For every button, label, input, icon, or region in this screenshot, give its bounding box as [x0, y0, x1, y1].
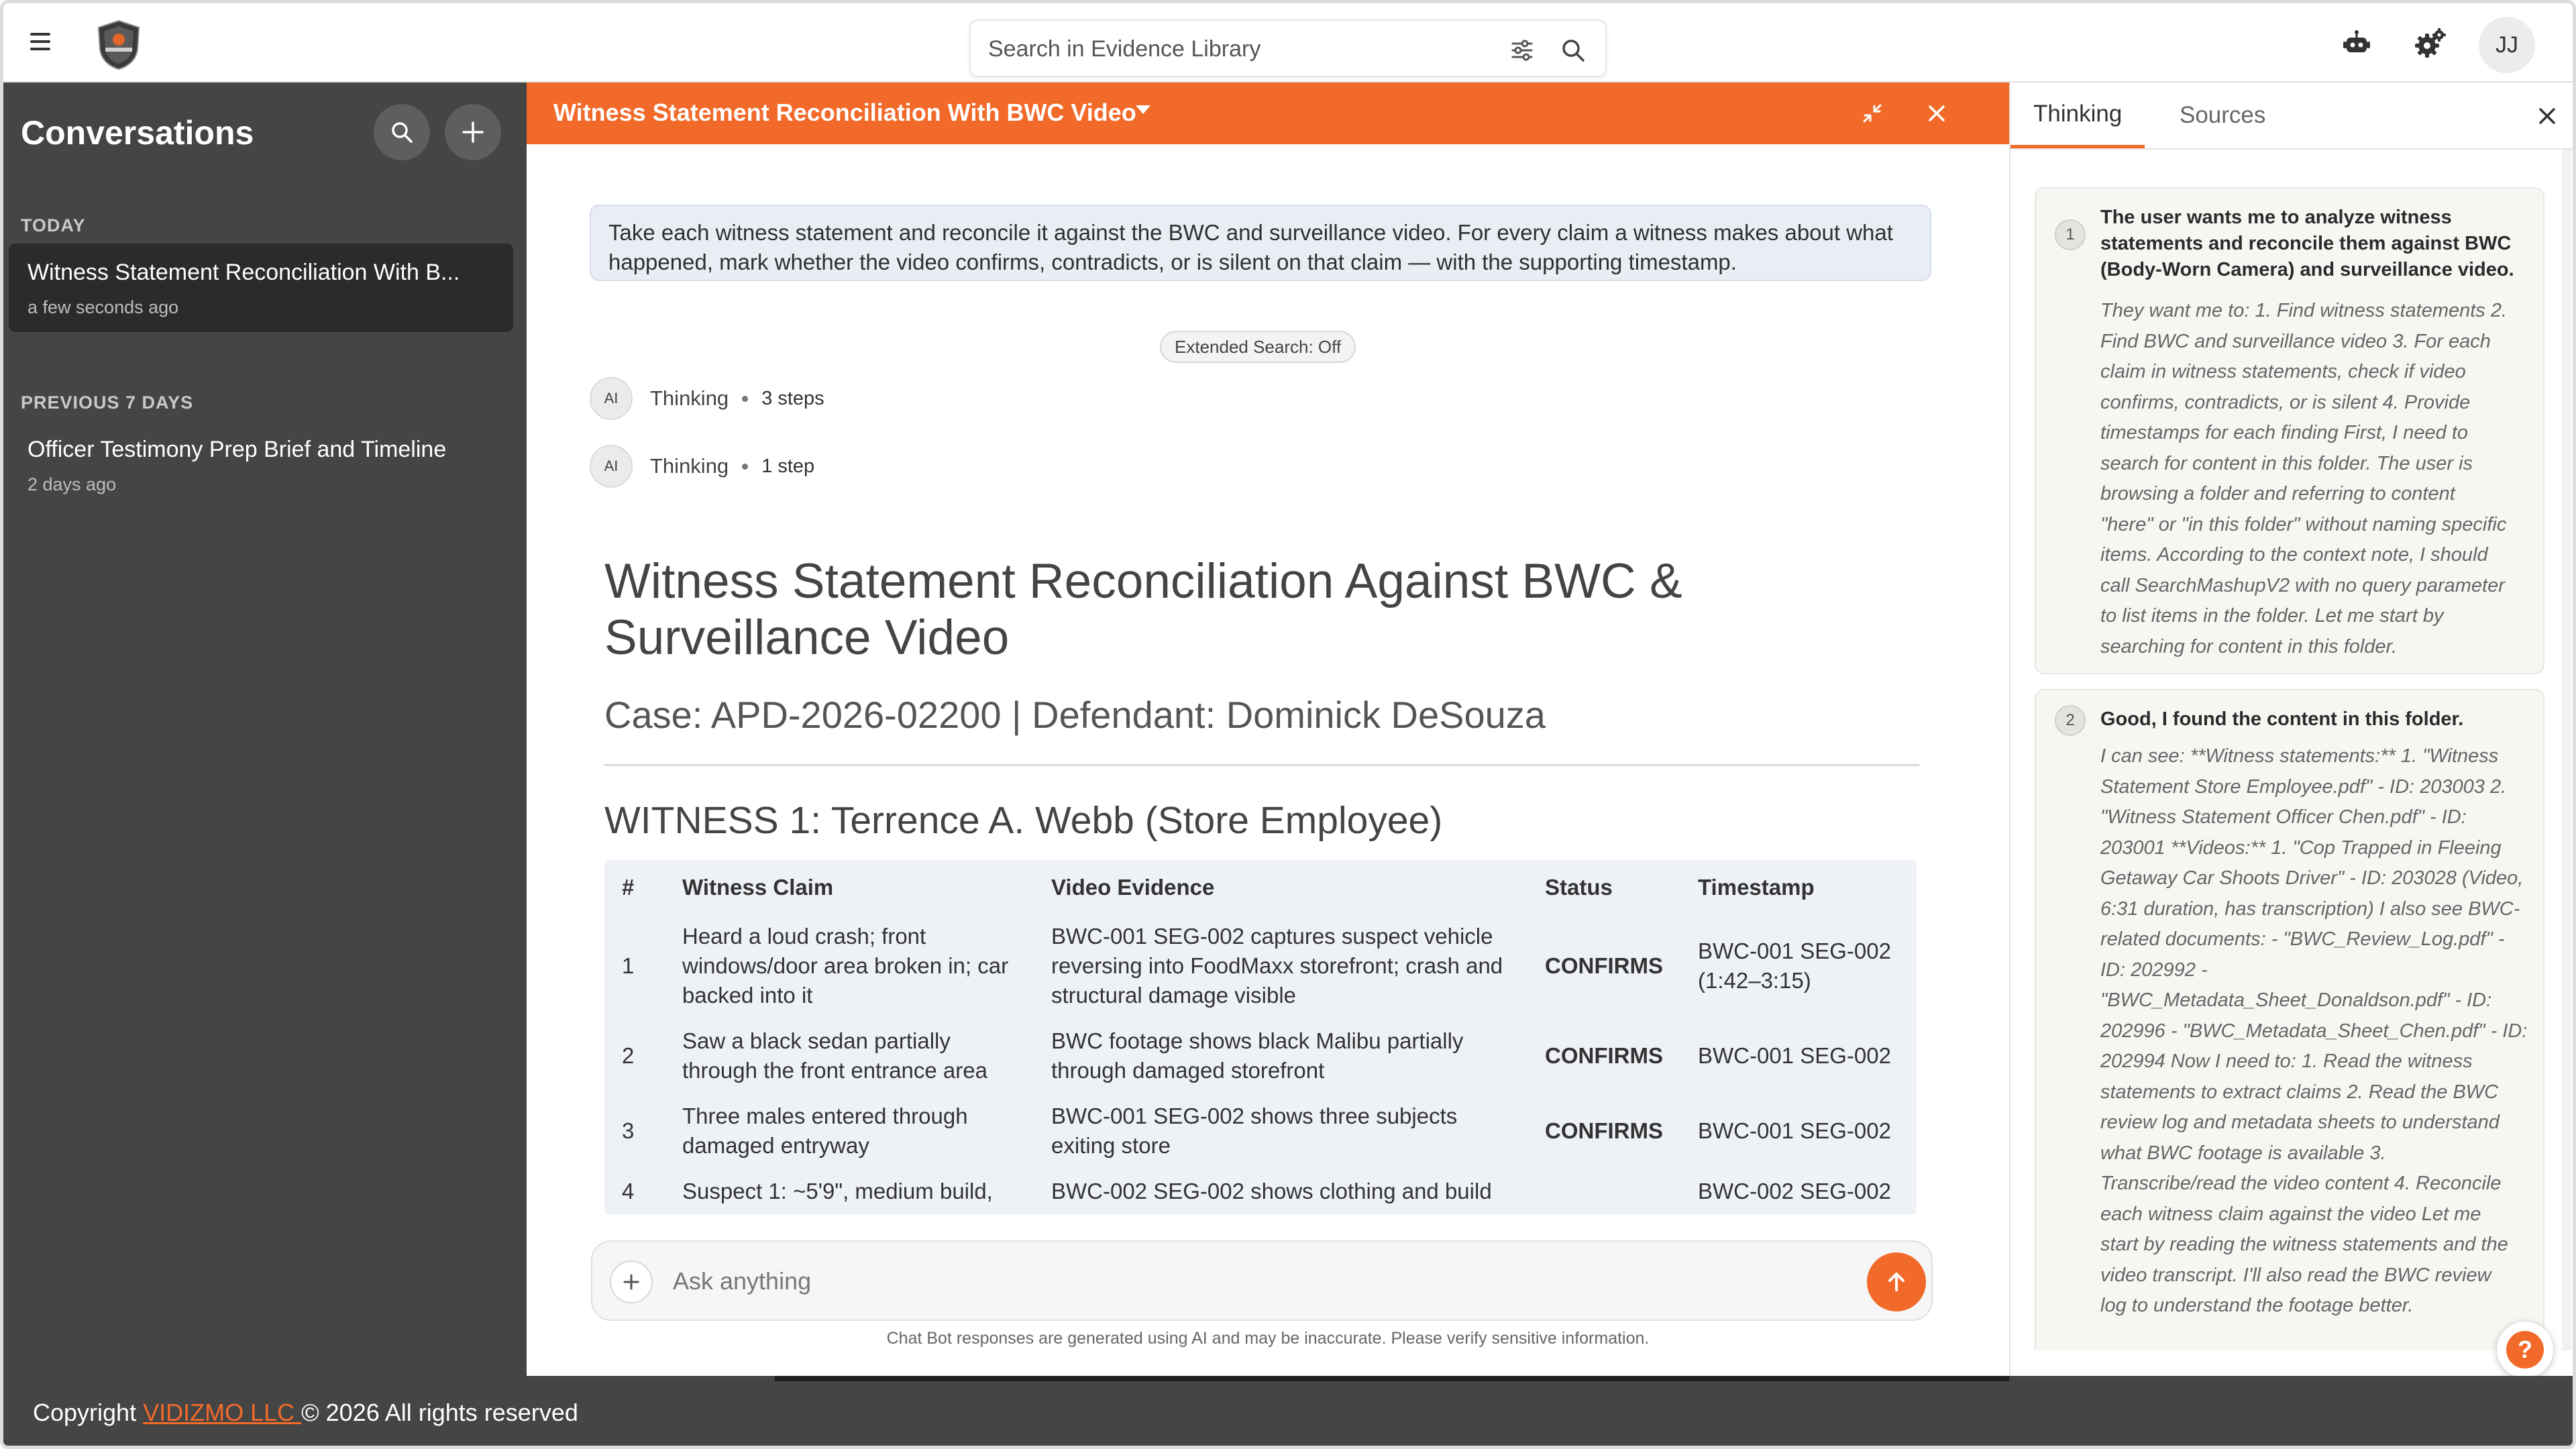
step-body	[2100, 296, 2530, 662]
tab-sources[interactable]: Sources	[2180, 102, 2266, 128]
chevron-down-icon[interactable]	[1136, 105, 1150, 114]
step-number: 1	[2055, 219, 2086, 250]
copyright-suffix: © 2026 All rights reserved	[301, 1399, 578, 1426]
step-line: timestamps for each finding First, I need to	[2100, 422, 2469, 443]
chat-panel	[527, 83, 2009, 1376]
thinking-steps: 3 steps	[761, 387, 824, 409]
cell-status: CONFIRMS	[1545, 1118, 1663, 1143]
send-arrow-icon	[1883, 1269, 1910, 1295]
chat-messages[interactable]	[527, 144, 2009, 1242]
step-line: confirms, contradicts, or is silent 4. Provide	[2100, 391, 2471, 413]
conversation-title: Officer Testimony Prep Brief and Timeline	[28, 437, 447, 462]
minimize-icon[interactable]	[1856, 97, 1888, 129]
extended-search-badge: Extended Search: Off	[1160, 331, 1356, 363]
cell-number: 1	[622, 953, 635, 978]
step-line: log to understand the footage better.	[2100, 1295, 2414, 1316]
table-row	[604, 1169, 1917, 1214]
step-line: searching for content in this folder.	[2100, 635, 2398, 657]
cell-video-evidence: BWC-002 SEG-002 shows clothing and build	[1051, 1179, 1492, 1203]
chat-title[interactable]: Witness Statement Reconciliation With BWC Video	[553, 99, 1136, 126]
search-icon[interactable]	[1558, 36, 1588, 65]
thinking-toggle[interactable]	[590, 377, 824, 420]
step-line: statements to extract claims 2. Read the BWC	[2100, 1081, 2499, 1103]
cell-timestamp: BWC-002 SEG-002	[1698, 1179, 1891, 1203]
reconciliation-table	[604, 860, 1917, 1214]
cell-status: CONFIRMS	[1545, 1043, 1663, 1068]
step-line: Getaway Car Shoots Driver" - ID: 203028 (Video,	[2100, 867, 2524, 889]
column-header: Witness Claim	[682, 875, 834, 900]
cell-timestamp: BWC-001 SEG-002 (1:42–3:15)	[1698, 938, 1891, 993]
step-line: Find BWC and surveillance video 3. For each	[2100, 330, 2491, 352]
attach-button[interactable]	[610, 1260, 653, 1303]
cell-witness-claim: Saw a black sedan partially through the front entrance area	[682, 1028, 987, 1083]
witness-section-heading: WITNESS 1: Terrence A. Webb (Store Employee)	[604, 799, 1443, 842]
thinking-step-card	[2035, 689, 2544, 1350]
send-button[interactable]	[1867, 1252, 1926, 1311]
cell-video-evidence: BWC-001 SEG-002 captures suspect vehicle reversing into FoodMaxx storefront; crash and structural damage visible	[1051, 924, 1503, 1008]
column-header: #	[622, 875, 635, 900]
separator-dot	[742, 396, 748, 402]
table-row	[604, 1093, 1917, 1169]
filter-icon[interactable]	[1507, 36, 1537, 65]
step-title: The user wants me to analyze witness statements and reconcile them against BWC (Body-Worn Camera) and surveillance video.	[2100, 207, 2514, 280]
step-line: 202996 - "BWC_Metadata_Sheet_Chen.pdf" - ID:	[2100, 1020, 2528, 1042]
ai-disclaimer: Chat Bot responses are generated using AI and may be inaccurate. Please verify sensitive information.	[886, 1329, 1650, 1348]
user-avatar[interactable]: JJ	[2479, 17, 2535, 73]
column-header: Status	[1545, 875, 1613, 900]
message-input[interactable]	[673, 1265, 1813, 1298]
cell-number: 2	[622, 1043, 635, 1068]
step-line: I can see: **Witness statements:** 1. "Witness	[2100, 745, 2499, 767]
table-row	[604, 1018, 1917, 1093]
search-bar	[969, 19, 1607, 77]
conversation-item-active[interactable]	[9, 244, 513, 332]
step-line: related documents: - "BWC_Review_Log.pdf" -	[2100, 928, 2505, 950]
footer	[3, 1376, 2573, 1446]
cell-timestamp: BWC-001 SEG-002	[1698, 1043, 1891, 1068]
search-icon	[388, 119, 415, 146]
cell-timestamp: BWC-001 SEG-002	[1698, 1118, 1891, 1143]
cell-witness-claim: Heard a loud crash; front windows/door area broken in; car backed into it	[682, 924, 1009, 1008]
copyright-text	[33, 1399, 578, 1427]
ai-avatar: AI	[590, 445, 633, 488]
plus-icon	[460, 119, 486, 146]
conversations-sidebar	[3, 83, 527, 1376]
section-label-today: TODAY	[21, 215, 86, 235]
tab-thinking[interactable]: Thinking	[2010, 83, 2145, 148]
conversation-item[interactable]	[9, 421, 513, 509]
conversation-title: Witness Statement Reconciliation With B...	[28, 260, 460, 285]
cell-video-evidence: BWC footage shows black Malibu partially through damaged storefront	[1051, 1028, 1464, 1083]
step-line: claim in witness statements, check if video	[2100, 361, 2466, 382]
plus-icon	[621, 1272, 641, 1292]
menu-icon[interactable]	[30, 33, 50, 50]
cell-status	[1527, 1169, 1680, 1214]
footer-accent-bar	[775, 1376, 2009, 1381]
step-line: items. According to the context note, I should	[2100, 544, 2488, 566]
column-header: Timestamp	[1698, 875, 1815, 900]
step-line: Statement Store Employee.pdf" - ID: 203003 2.	[2100, 775, 2507, 798]
column-header: Video Evidence	[1051, 875, 1215, 900]
search-input[interactable]	[988, 34, 1444, 64]
step-line: "BWC_Metadata_Sheet_Donaldson.pdf" - ID:	[2100, 989, 2492, 1011]
cell-video-evidence: BWC-001 SEG-002 shows three subjects exiting store	[1051, 1104, 1458, 1158]
cell-witness-claim: Suspect 1: ~5'9", medium build,	[682, 1179, 993, 1203]
step-line: to list items in the folder. Let me start by	[2100, 605, 2444, 627]
step-title: Good, I found the content in this folder.	[2100, 708, 2464, 730]
help-icon: ?	[2506, 1331, 2544, 1368]
cell-witness-claim: Three males entered through damaged entryway	[682, 1104, 968, 1158]
response-title: Witness Statement Reconciliation Against BWC & Surveillance Video	[604, 554, 1682, 665]
step-body	[2100, 741, 2530, 1322]
table-header-row	[604, 860, 1917, 914]
step-number: 2	[2055, 705, 2086, 736]
step-line: "here" or "in this folder" without naming specific	[2100, 513, 2507, 535]
step-line: start by reading the witness statements and the	[2100, 1234, 2508, 1255]
cell-number: 4	[622, 1179, 635, 1203]
step-line: They want me to: 1. Find witness statements 2.	[2100, 300, 2508, 321]
conversation-time: 2 days ago	[28, 474, 117, 494]
step-line: ID: 202992 -	[2100, 959, 2208, 981]
thinking-toggle[interactable]	[590, 445, 814, 488]
thinking-steps: 1 step	[761, 455, 815, 477]
step-line: what BWC footage is available 3.	[2100, 1142, 2386, 1164]
gear-icon[interactable]	[2410, 23, 2451, 64]
conversation-time: a few seconds ago	[28, 297, 179, 317]
thinking-label: Thinking	[650, 386, 729, 410]
assistant-response	[604, 553, 1919, 1214]
step-line: video transcript. I'll also read the BWC review	[2100, 1264, 2491, 1286]
sidebar-title: Conversations	[21, 114, 254, 152]
panel-scrollbar[interactable]	[2562, 150, 2571, 1350]
cell-number: 3	[622, 1118, 635, 1143]
step-line: review log and metadata sheets to understand	[2100, 1112, 2500, 1133]
new-conversation-button[interactable]	[445, 104, 501, 160]
cell-status: CONFIRMS	[1545, 953, 1663, 978]
copyright-prefix: Copyright	[33, 1399, 144, 1426]
table-row	[604, 914, 1917, 1018]
message-composer	[591, 1240, 1933, 1321]
step-line: 202994 Now I need to: 1. Read the witness	[2100, 1051, 2473, 1072]
step-line: browsing a folder and referring to content	[2100, 483, 2455, 504]
separator-dot	[742, 464, 748, 470]
thinking-label: Thinking	[650, 454, 729, 478]
step-line: call SearchMashupV2 with no query parameter	[2100, 574, 2505, 596]
robot-icon[interactable]	[2337, 23, 2377, 64]
divider	[604, 764, 1919, 766]
step-line: "Witness Statement Officer Chen.pdf" - ID:	[2100, 806, 2467, 828]
thinking-sources-panel	[2009, 83, 2573, 1376]
close-icon[interactable]	[2534, 103, 2561, 129]
chat-header	[527, 83, 2009, 144]
step-line: each witness claim against the video Let me	[2100, 1203, 2481, 1225]
step-line: 6:31 duration, has transcription) I also see BWC-	[2100, 898, 2520, 920]
ai-avatar: AI	[590, 377, 633, 420]
step-line: search for content in this folder. The user is	[2100, 452, 2473, 474]
help-button[interactable]	[2497, 1322, 2553, 1378]
search-conversations-button[interactable]	[374, 104, 430, 160]
top-bar	[3, 3, 2573, 83]
shield-logo-icon[interactable]	[96, 19, 142, 70]
company-link[interactable]: VIDIZMO LLC	[143, 1399, 302, 1426]
response-subtitle: Case: APD-2026-02200 | Defendant: Dominick DeSouza	[604, 694, 1546, 736]
section-label-previous-7-days: PREVIOUS 7 DAYS	[21, 392, 194, 413]
thinking-steps-list[interactable]	[2010, 150, 2561, 1350]
thinking-step-card	[2035, 187, 2544, 674]
user-message: Take each witness statement and reconcile it against the BWC and surveillance video. For every claim a witness makes about what happened, mark whether the video confirms, contradicts, or is silent on that claim — with the supporting timestamp.	[590, 205, 1931, 281]
step-line: 203001 **Videos:** 1. "Cop Trapped in Fleeing	[2100, 837, 2502, 859]
step-line: Transcribe/read the video content 4. Reconcile	[2100, 1173, 2502, 1194]
close-icon[interactable]	[1921, 97, 1953, 129]
